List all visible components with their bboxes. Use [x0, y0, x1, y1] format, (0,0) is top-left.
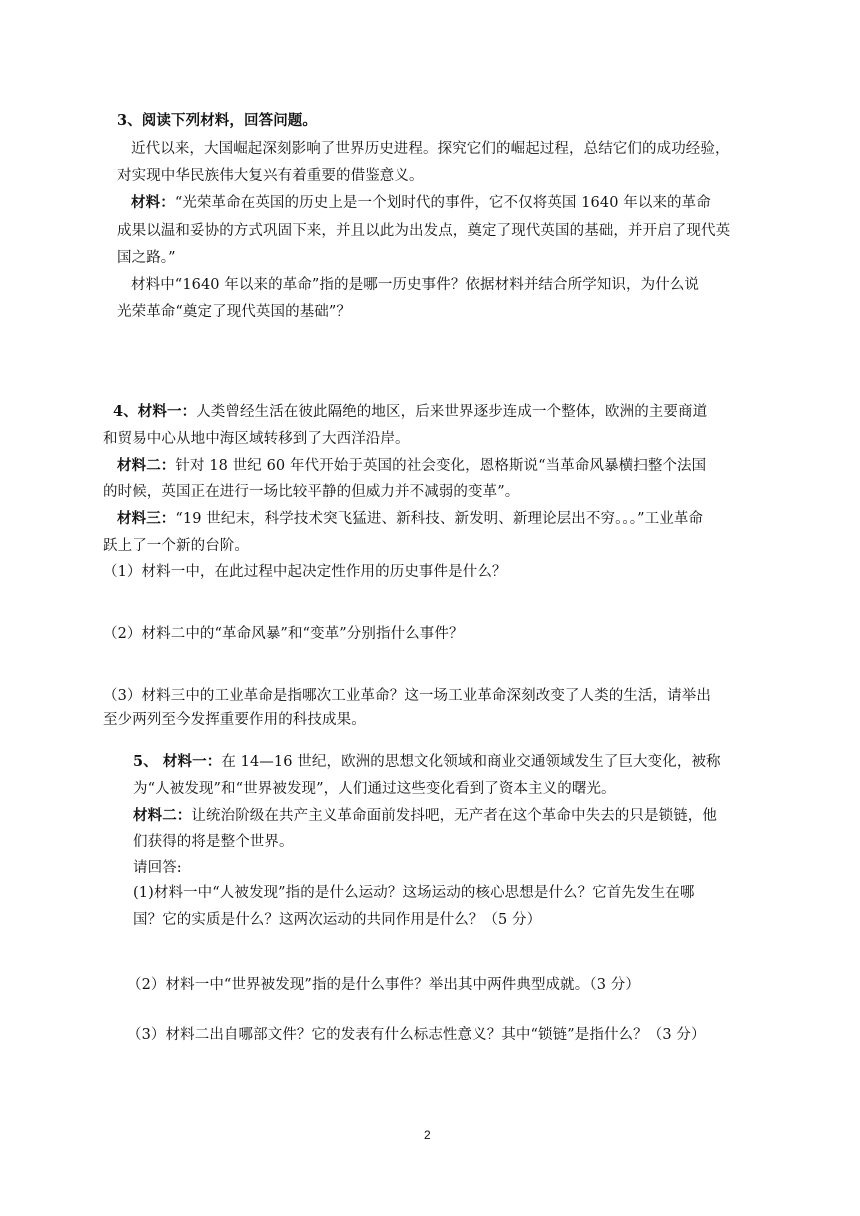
q5-material1-label: 5、 材料一： [133, 753, 222, 770]
q5-material2-line-2: 们获得的将是整个世界。 [133, 834, 294, 850]
q3-intro-line-1: 近代以来，大国崛起深刻影响了世界历史进程。探究它们的崛起过程，总结它们的成功经验， [131, 141, 730, 157]
q3-title: 3、阅读下列材料，回答问题。 [117, 112, 317, 129]
page-number: 2 [424, 1128, 431, 1142]
q4-sub-question-1: （1）材料一中，在此过程中起决定性作用的历史事件是什么？ [103, 564, 507, 580]
q4-sub-question-3-line-2: 至少两列至今发挥重要作用的科技成果。 [103, 712, 366, 728]
q5-sub-question-1-line-1: (1)材料一中“人被发现”指的是什么运动？这场运动的核心思想是什么？它首先发生在哪 [133, 885, 695, 901]
q5-sub-question-1-line-2: 国？它的实质是什么？这两次运动的共同作用是什么？（5 分） [133, 912, 542, 928]
q4-material2-line-2: 的时候，英国正在进行一场比较平静的但威力并不减弱的变革”。 [103, 484, 520, 500]
q4-material1-line-2: 和贸易中心从地中海区域转移到了大西洋沿岸。 [103, 431, 410, 447]
q5-material1-line-1 [133, 752, 721, 772]
q4-material3-line-1 [117, 509, 703, 529]
q3-material-line-1 [131, 193, 711, 213]
q4-material3-label: 材料三： [117, 510, 176, 527]
q3-material-line-2: 成果以温和妥协的方式巩固下来，并且以此为出发点，奠定了现代英国的基础，并开启了现代英 [117, 223, 731, 239]
q4-sub-question-3-line-1: （3）材料三中的工业革命是指哪次工业革命？这一场工业革命深刻改变了人类的生活，请举出 [103, 688, 711, 704]
q3-intro-line-2: 对实现中华民族伟大复兴有着重要的借鉴意义。 [117, 168, 424, 184]
q3-question-line-1: 材料中“1640 年以来的革命”指的是哪一历史事件？依据材料并结合所学知识，为什么说 [131, 277, 700, 293]
q5-material2-text-1: 让统治阶级在共产主义革命面前发抖吧，无产者在这个革命中失去的只是锁链，他 [191, 808, 718, 824]
q4-material1-label: 4、材料一： [113, 403, 197, 420]
q4-material3-text-1: “19 世纪末，科学技术突飞猛进、新科技、新发明、新理论层出不穷。。。”工业革命 [175, 511, 704, 527]
q3-material-label: 材料： [131, 194, 175, 211]
q4-material2-label: 材料二： [117, 457, 176, 474]
q3-material-line-3: 国之路。” [117, 250, 176, 266]
q5-sub-question-2: （2）材料一中“世界被发现”指的是什么事件？举出其中两件典型成就。（3 分） [127, 977, 640, 993]
q4-material2-line-1 [117, 456, 706, 476]
q4-sub-question-2: （2）材料二中的“革命风暴”和“变革”分别指什么事件？ [103, 626, 464, 642]
q5-sub-question-3: （3）材料二出自哪部文件？它的发表有什么标志性意义？其中“锁链”是指什么？（3 分） [127, 1027, 706, 1043]
q5-material1-text-1: 在 14—16 世纪，欧洲的思想文化领域和商业交通领域发生了巨大变化，被称 [221, 754, 721, 770]
q4-material3-line-2: 跃上了一个新的台阶。 [103, 538, 249, 554]
q5-material2-line-1 [133, 806, 717, 826]
q4-material1-text-1: 人类曾经生活在彼此隔绝的地区，后来世界逐步连成一个整体，欧洲的主要商道 [196, 404, 708, 420]
q3-question-line-2: 光荣革命“奠定了现代英国的基础”？ [117, 304, 352, 320]
q5-material1-line-2: 为“人被发现”和“世界被发现”，人们通过这些变化看到了资本主义的曙光。 [133, 781, 616, 797]
q3-material-text-1: “光荣革命在英国的历史上是一个划时代的事件，它不仅将英国 1640 年以来的革命 [174, 195, 711, 211]
q5-prompt: 请回答: [133, 860, 182, 876]
q4-material2-text-1: 针对 18 世纪 60 年代开始于英国的社会变化，恩格斯说“当革命风暴横扫整个法国 [175, 458, 707, 474]
q4-material1-line-1 [113, 402, 707, 422]
q5-material2-label: 材料二： [133, 807, 192, 824]
